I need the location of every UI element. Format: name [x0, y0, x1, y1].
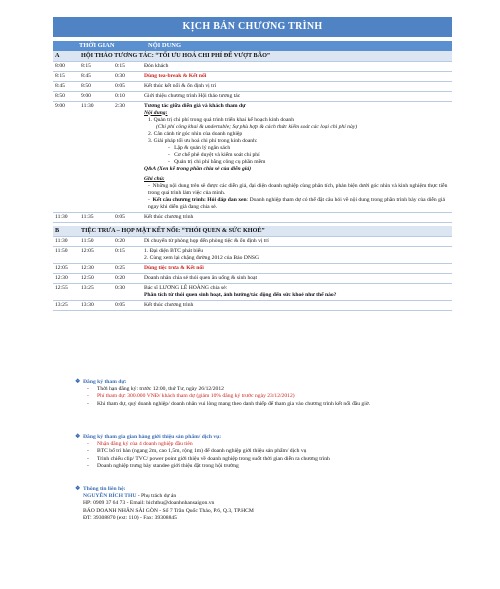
list-item-text: Thời hạn đăng ký: trước 12:00, thứ Tư, ngày 26/12/2012 — [97, 386, 224, 393]
start-time: 12:30 — [53, 273, 79, 283]
start-time: 11:30 — [53, 212, 79, 222]
end-time: 12:05 — [79, 246, 113, 263]
table-row — [53, 236, 452, 246]
start-time: 8:15 — [53, 71, 79, 81]
table-row — [53, 283, 452, 300]
list-item-text: BTC bố trí bàn (ngang 2m, cao 1,5m, rộng 1m) để doanh nghiệp giới thiệu sản phẩm/ dịch vụ — [97, 448, 307, 455]
note-item: - Những nội dung trên sẽ được các diễn giả, đại diện doanh nghiệp cùng phân tích, phản biện dưới góc nhìn và kinh nghiệm thực tiễn trong quá trình làm việc của mình. — [148, 182, 448, 196]
start-time: 8:00 — [53, 61, 79, 71]
section-letter: A — [53, 51, 79, 61]
contact-phone: HP: 0909 37 64 73 - Email: bichthu@doanhnhansaigon.vn — [83, 500, 215, 507]
row-content: Kết thúc kết nối & ổn định vị trí — [142, 81, 452, 91]
schedule-table — [53, 51, 452, 311]
table-row-main-session — [53, 101, 452, 212]
end-time: 12:50 — [79, 273, 113, 283]
end-time: 8:50 — [79, 81, 113, 91]
contact-heading — [75, 486, 463, 493]
content-label: Nội dung: — [144, 109, 168, 116]
table-row — [53, 212, 452, 222]
duration: 0:15 — [113, 61, 142, 71]
sub-item: - Cơ chế phê duyệt và kiểm soát chi phí — [168, 151, 260, 158]
table-row — [53, 61, 452, 71]
registration-section — [75, 379, 463, 408]
table-row — [53, 71, 452, 81]
row-content: Giới thiệu chương trình Hội thảo tương tác — [142, 91, 452, 101]
contact-name: NGUYỄN BÍCH THU — [83, 493, 137, 500]
contact-heading-text: Thông tin liên hệ: — [83, 486, 126, 492]
row-content: Dùng tea-break & Kết nối — [142, 71, 452, 81]
duration: 0:05 — [113, 300, 142, 310]
list-item-text: Doanh nghiệp trưng bày standee giới thiệu đặt trong hội trường — [97, 462, 239, 469]
table-row — [53, 300, 452, 310]
sub-item-text: Quản trị chi phí bằng công cụ phần mềm — [174, 158, 266, 165]
list-item: - Nhận đăng ký của 4 doanh nghiệp đầu tiên — [87, 441, 193, 448]
row-line: Bác sĩ LƯƠNG LÊ HOÀNG chia sẻ: — [144, 284, 228, 291]
diamond-icon: ❖ — [75, 434, 81, 440]
duration: 0:30 — [113, 71, 142, 81]
end-time: 9:00 — [79, 91, 113, 101]
list-item: - Phí tham dự: 300.000 VNĐ/ khách tham dự (giảm 10% đăng ký trước ngày 23/12/2012) — [87, 393, 295, 400]
duration: 0:10 — [113, 91, 142, 101]
start-time: 12:05 — [53, 263, 79, 273]
list-item: - Trình chiếu clip/ TVC/ power point giới thiệu về doanh nghiệp trong suốt thời gian diễn ra chương trình — [87, 455, 330, 462]
row-content — [142, 246, 452, 263]
agenda-item: 2. Cân cảnh từ góc nhìn của doanh nghiệp — [148, 130, 243, 137]
duration: 0:25 — [113, 263, 142, 273]
end-time: 8:15 — [79, 61, 113, 71]
agenda-item: 1. Quản trị chi phí trong quá trình triển khai kế hoạch kinh doanh — [148, 116, 295, 123]
start-time: 12:55 — [53, 283, 79, 300]
section-b-row — [53, 226, 452, 236]
page-title: KỊCH BẢN CHƯƠNG TRÌNH — [53, 17, 452, 37]
table-row — [53, 91, 452, 101]
sub-item-text: Lập & quản lý ngân sách — [174, 144, 231, 151]
duration: 0:20 — [113, 273, 142, 283]
duration: 0:30 — [113, 283, 142, 300]
contact-role: - Phụ trách dự án — [136, 493, 177, 500]
start-time: 13:25 — [53, 300, 79, 310]
start-time: 11:50 — [53, 246, 79, 263]
start-time: 11:30 — [53, 236, 79, 246]
row-content: Di chuyển từ phòng họp đến phòng tiệc & ổn định vị trí — [142, 236, 452, 246]
main-session-content — [142, 101, 452, 212]
registration-heading — [75, 379, 463, 386]
end-time: 11:50 — [79, 236, 113, 246]
diamond-icon: ❖ — [75, 486, 81, 492]
end-time: 8:45 — [79, 71, 113, 81]
section-letter: B — [53, 226, 79, 236]
row-line: Phân tích từ thói quen sinh hoạt, ảnh hưởng/tác động đến sức khoẻ như thế nào? — [144, 291, 337, 298]
contact-tel: ĐT: 39308870 (ext: 110) - Fax: 39308845 — [83, 514, 177, 521]
agenda-note: (Chi phí công khai & undertable; Sự phù hợp & cách thức kiểm soát các loại chi phí này) — [156, 123, 358, 130]
row-content: Doanh nhân chia sẻ thói quen ăn uống & sinh hoạt — [142, 273, 452, 283]
end-time: 11:35 — [79, 212, 113, 222]
contact-org: BÁO DOANH NHÂN SÀI GÒN - Số 7 Trần Quốc Thảo, P.6, Q.3, TP.HCM — [83, 507, 254, 514]
duration: 0:05 — [113, 212, 142, 222]
duration: 0:15 — [113, 246, 142, 263]
header-time: THỜI GIAN — [79, 42, 115, 49]
list-item: - Thời hạn đăng ký: trước 12:00, thứ Tư, ngày 26/12/2012 — [87, 386, 224, 393]
booth-section — [75, 434, 463, 470]
end-time: 13:30 — [79, 300, 113, 310]
qa-line: Q&A (Xen kẽ trong phần chia sẻ của diễn giả) — [144, 165, 252, 172]
note-text: Những nội dung trên sẽ được các diễn giả, đại diện doanh nghiệp cùng phân tích, phản biện dưới góc nhìn và kinh nghiệm thực tiễn trong quá trình làm việc của mình. — [148, 182, 448, 196]
table-row — [53, 273, 452, 283]
sub-item: - Lập & quản lý ngân sách — [168, 144, 231, 151]
section-title: TIỆC TRƯA – HỌP MẶT KẾT NỐI: “THÓI QUEN & SỨC KHOẺ” — [79, 226, 452, 236]
row-line: 2. Cùng xem lại chặng đường 2012 của Báo DNSG — [144, 254, 260, 261]
session-title: Tương tác giữa diễn giả và khách tham dự — [144, 102, 246, 109]
diamond-icon: ❖ — [75, 379, 81, 385]
table-row — [53, 81, 452, 91]
sub-item-text: Cơ chế phê duyệt và kiểm soát chi phí — [174, 151, 260, 158]
section-a-row — [53, 51, 452, 61]
list-item: - BTC bố trí bàn (ngang 2m, cao 1,5m, rộng 1m) để doanh nghiệp giới thiệu sản phẩm/ dịch vụ — [87, 448, 307, 455]
list-item-text: Phí tham dự: 300.000 VNĐ/ khách tham dự (giảm 10% đăng ký trước ngày 23/12/2012) — [97, 393, 295, 400]
end-time: 11:30 — [79, 101, 113, 212]
section-title: HỘI THẢO TƯƠNG TÁC: “TỐI ƯU HOÁ CHI PHÍ ĐỂ VƯỢT BÃO” — [79, 51, 452, 61]
contact-section — [75, 486, 463, 522]
list-item-text: Khi tham dự, quý doanh nghiệp/ doanh nhân vui lòng mang theo danh thiếp để tham gia vào chương trình kết nối đầu giờ. — [97, 400, 371, 407]
list-item: - Doanh nghiệp trưng bày standee giới thiệu đặt trong hội trường — [87, 462, 239, 469]
row-content: Dùng tiệc trưa & Kết nối — [142, 263, 452, 273]
row-line: 1. Đại diện BTC phát biểu — [144, 247, 204, 254]
table-header — [53, 41, 452, 51]
registration-heading-text: Đăng ký tham dự: — [83, 379, 127, 385]
duration: 0:05 — [113, 81, 142, 91]
note-bold: Kết câu chương trình: Hỏi đáp đan xen — [152, 196, 247, 203]
contact-name-line — [83, 493, 463, 500]
agenda-item: 3. Giải pháp tối ưu hoá chi phí trong kinh doanh: — [148, 137, 258, 144]
table-row — [53, 246, 452, 263]
row-content: Đón khách — [142, 61, 452, 71]
start-time: 9:00 — [53, 101, 79, 212]
start-time: 8:45 — [53, 81, 79, 91]
table-row — [53, 263, 452, 273]
header-content: NỘI DUNG — [148, 42, 182, 49]
duration: 0:20 — [113, 236, 142, 246]
list-item-text: Nhận đăng ký của 4 doanh nghiệp đầu tiên — [97, 441, 193, 448]
list-item-text: Trình chiếu clip/ TVC/ power point giới thiệu về doanh nghiệp trong suốt thời gian diễn ra chương trình — [97, 455, 330, 462]
row-content: Kết thúc chương trình — [142, 212, 452, 222]
note-label: Ghi chú: — [144, 175, 165, 182]
note-item: - Kết câu chương trình: Hỏi đáp đan xen: Doanh nghiệp tham dự có thể đặt câu hỏi về nội dung trong phần trình bày của diễn giả ngay khi diễn giả đang chia sẻ. — [148, 196, 445, 210]
sub-item: - Quản trị chi phí bằng công cụ phần mềm — [168, 158, 266, 165]
end-time: 12:30 — [79, 263, 113, 273]
duration: 2:30 — [113, 101, 142, 212]
row-content — [142, 283, 452, 300]
row-content: Kết thúc chương trình — [142, 300, 452, 310]
start-time: 8:50 — [53, 91, 79, 101]
list-item: - Khi tham dự, quý doanh nghiệp/ doanh nhân vui lòng mang theo danh thiếp để tham gia vào chương trình kết nối đầu giờ. — [87, 400, 371, 407]
end-time: 13:25 — [79, 283, 113, 300]
note-text: : Doanh nghiệp tham dự có thể đặt câu hỏi về nội dung trong phần trình bày của diễn giả ngay khi diễn giả đang chia sẻ. — [148, 196, 445, 210]
booth-heading-text: Đăng ký tham gia gian hàng giới thiệu sản phẩm/ dịch vụ: — [83, 434, 222, 440]
